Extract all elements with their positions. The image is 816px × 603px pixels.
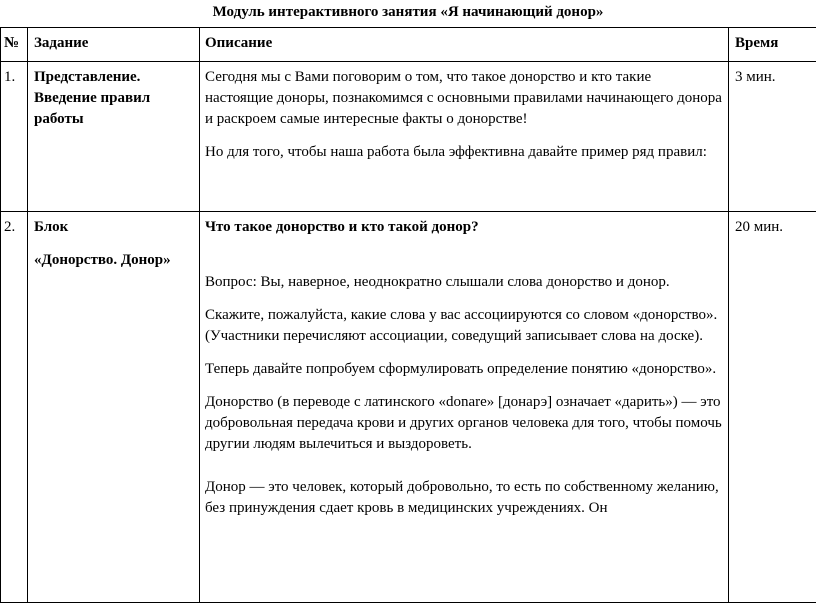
table-row — [1, 212, 816, 603]
description-paragraph: Теперь давайте попробуем сформулировать определение понятию «донорство». — [205, 359, 722, 380]
row-task — [28, 212, 199, 271]
description-paragraph: Вопрос: Вы, наверное, неоднократно слышали слова донорство и донор. — [205, 272, 722, 293]
row-description — [200, 62, 728, 163]
description-heading: Что такое донорство и кто такой донор? — [205, 217, 722, 238]
row-num: 2. — [1, 212, 27, 238]
spacer — [205, 250, 722, 272]
description-paragraph: Донорство (в переводе с латинского «donare» [донарэ] означает «дарить») — это добровольная передача крови и других органов человека для того, чтобы помочь другии людям вылечиться и выздороветь. — [205, 392, 722, 455]
header-time: Время — [729, 28, 816, 54]
row-time-cell — [729, 62, 816, 212]
lesson-table — [0, 27, 816, 603]
spacer — [205, 467, 722, 477]
task-line: «Донорство. Донор» — [34, 250, 199, 271]
row-task-cell — [28, 62, 200, 212]
header-task: Задание — [28, 28, 199, 54]
header-task-cell — [28, 28, 200, 62]
description-paragraph: Скажите, пожалуйста, какие слова у вас ассоциируются со словом «донорство». (Участники перечисляют ассоциации, соведущий записывает слова на доске). — [205, 305, 722, 347]
row-task: Представление. Введение правил работы — [28, 62, 199, 130]
task-line: Блок — [34, 217, 199, 238]
row-description-cell — [200, 62, 729, 212]
header-description: Описание — [200, 28, 728, 54]
description-paragraph: Но для того, чтобы наша работа была эффективна давайте пример ряд правил: — [205, 142, 722, 163]
row-description — [200, 212, 728, 519]
header-num: № — [1, 28, 27, 54]
row-time: 20 мин. — [729, 212, 816, 238]
row-time-cell — [729, 212, 816, 603]
header-num-cell — [1, 28, 28, 62]
row-num-cell — [1, 212, 28, 603]
header-description-cell — [200, 28, 729, 62]
page-title: Модуль интерактивного занятия «Я начинающий донор» — [0, 2, 816, 22]
row-time: 3 мин. — [729, 62, 816, 88]
description-paragraph: Сегодня мы с Вами поговорим о том, что такое донорство и кто такие настоящие доноры, познакомимся с основными правилами начинающего донора и раскроем самые интересные факты о донорстве! — [205, 67, 722, 130]
header-time-cell — [729, 28, 816, 62]
row-task-cell — [28, 212, 200, 603]
table-row — [1, 62, 816, 212]
description-paragraph: Донор — это человек, который добровольно, то есть по собственному желанию, без принуждения сдает кровь в медицинских учреждениях. Он — [205, 477, 722, 519]
row-description-cell — [200, 212, 729, 603]
row-num: 1. — [1, 62, 27, 88]
row-num-cell — [1, 62, 28, 212]
table-header-row — [1, 28, 816, 62]
